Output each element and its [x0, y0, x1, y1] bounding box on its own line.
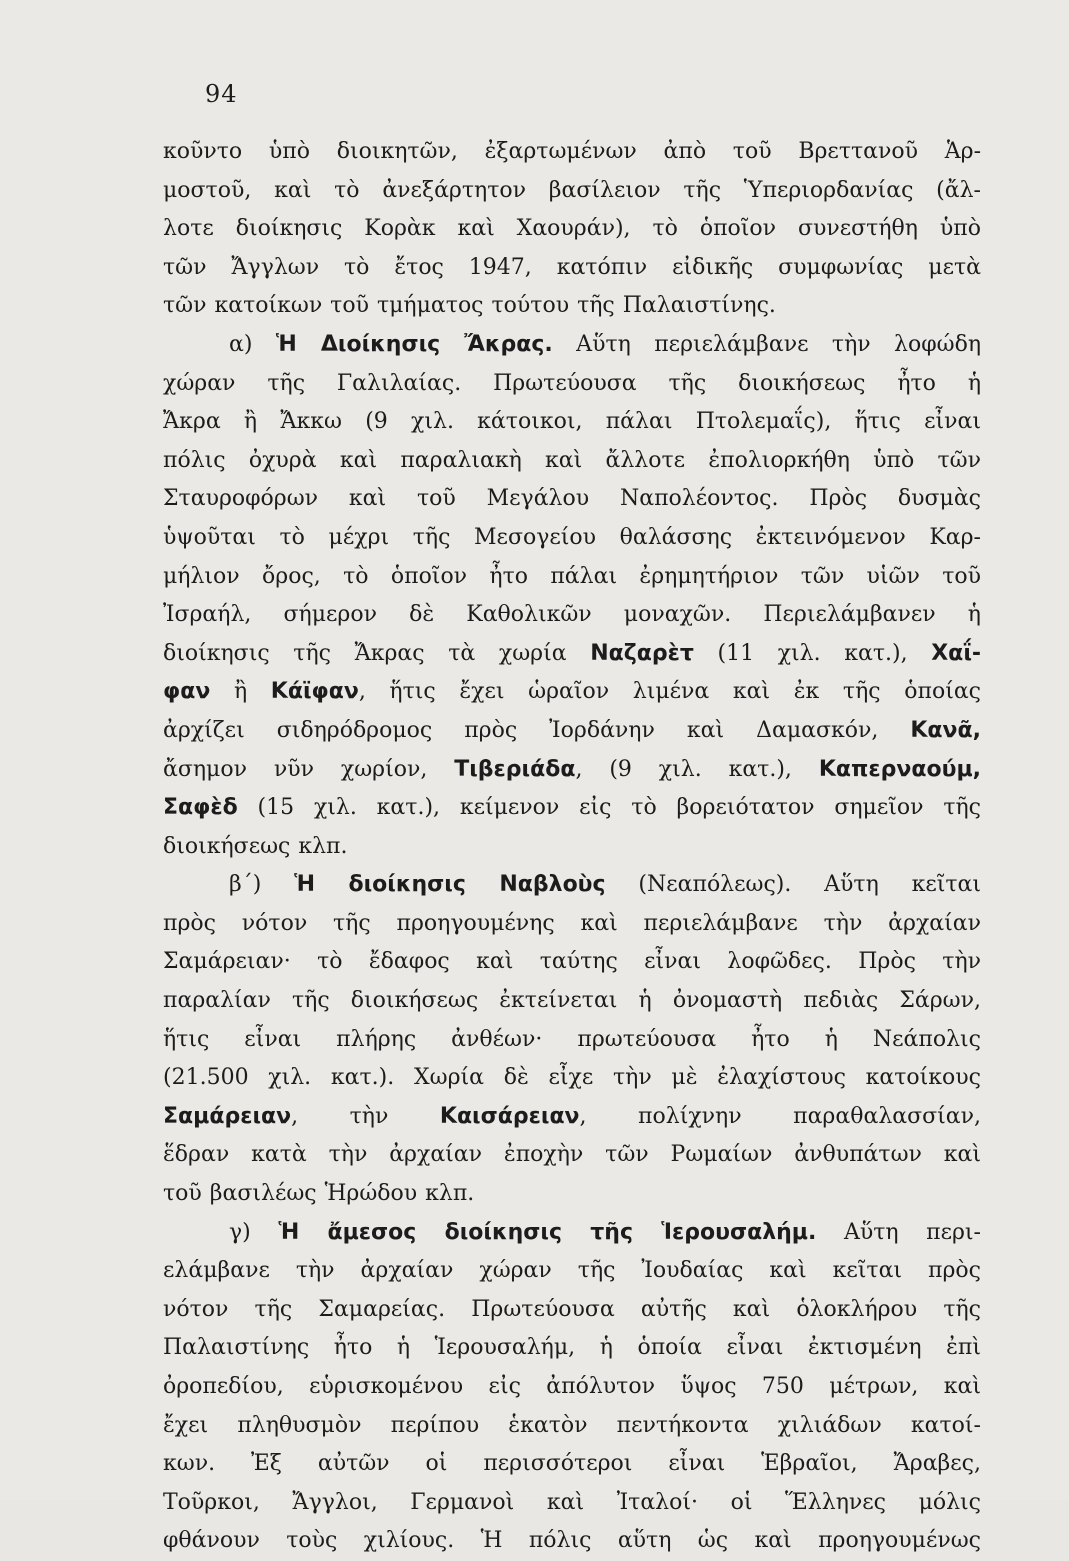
text-segment: ὑψοῦται τὸ μέχρι τῆς Μεσογείου θαλάσσης ἐκτεινόμενον Καρ-	[163, 524, 981, 550]
text-segment: Ἄκρα ἢ Ἄκκω (9 χιλ. κάτοικοι, πάλαι Πτολεμαΐς), ἥτις εἶναι	[163, 409, 981, 435]
text-segment: (11 χιλ. κατ.),	[693, 640, 932, 666]
text-line	[163, 905, 981, 944]
text-line	[163, 133, 981, 172]
text-segment: , (9 χιλ. κατ.),	[575, 756, 819, 782]
bold-heading-text: Σαμάρειαν	[163, 1103, 292, 1129]
text-segment: ελάμβανε τὴν ἀρχαίαν χώραν τῆς Ἰουδαίας καὶ κεῖται πρὸς	[163, 1258, 981, 1284]
text-segment: διοικήσεως κλπ.	[163, 833, 348, 859]
text-segment: ἄσημον νῦν χωρίον,	[163, 756, 455, 782]
text-segment: Παλαιστίνης ἦτο ἡ Ἱερουσαλήμ, ἡ ὁποία εἶναι ἐκτισμένη ἐπὶ	[163, 1335, 981, 1361]
text-line	[163, 287, 981, 326]
text-segment: Σταυροφόρων καὶ τοῦ Μεγάλου Ναπολέοντος. Πρὸς δυσμὰς	[163, 486, 981, 512]
text-segment: , ἥτις ἔχει ὡραῖον λιμένα καὶ ἐκ τῆς ὁποίας	[358, 679, 981, 705]
text-segment: Τοῦρκοι, Ἄγγλοι, Γερμανοὶ καὶ Ἰταλοί· οἱ Ἕλληνες μόλις	[163, 1489, 981, 1515]
text-segment: λοτε διοίκησις Κορὰκ καὶ Χαουράν), τὸ ὁποῖον συνεστήθη ὑπὸ	[163, 216, 981, 242]
text-line	[163, 480, 981, 519]
bold-heading-text: Σαφὲδ	[163, 795, 238, 821]
page-number: 94	[205, 80, 238, 108]
text-line	[163, 1445, 981, 1484]
bold-heading-text: Χαΐ-	[931, 640, 981, 666]
text-segment: χώραν τῆς Γαλιλαίας. Πρωτεύουσα τῆς διοικήσεως ἦτο ἡ	[163, 370, 981, 396]
text-segment: Ἰσραήλ, σήμερον δὲ Καθολικῶν μοναχῶν. Περιελάμβανεν ἡ	[163, 602, 981, 628]
bold-heading-text: Ναζαρὲτ	[590, 640, 694, 666]
text-line	[163, 1021, 981, 1060]
bold-heading-text: Ἡ Διοίκησις Ἄκρας.	[275, 331, 553, 357]
text-segment: α)	[229, 331, 276, 357]
text-line	[163, 365, 981, 404]
text-segment: β΄)	[229, 872, 295, 898]
text-segment: νότον τῆς Σαμαρείας. Πρωτεύουσα αὐτῆς καὶ ὁλοκλήρου τῆς	[163, 1296, 981, 1322]
bold-heading-text: Κάϊφαν	[270, 679, 359, 705]
text-line	[163, 866, 981, 905]
text-line	[163, 789, 981, 828]
text-segment: φθάνουν τοὺς χιλίους. Ἡ πόλις αὕτη ὡς καὶ προηγουμένως	[163, 1528, 981, 1554]
text-segment: τῶν Ἄγγλων τὸ ἔτος 1947, κατόπιν εἰδικῆς συμφωνίας μετὰ	[163, 254, 981, 280]
text-line	[163, 1098, 981, 1137]
text-line	[163, 1407, 981, 1446]
text-segment: Αὕτη περιελάμβανε τὴν λοφώδη	[552, 331, 982, 357]
text-segment: τοῦ βασιλέως Ἡρώδου κλπ.	[163, 1181, 475, 1207]
text-segment: ἥτις εἶναι πλήρης ἀνθέων· πρωτεύουσα ἦτο ἡ Νεάπολις	[163, 1026, 981, 1052]
text-line	[163, 1484, 981, 1523]
text-segment: διοίκησις τῆς Ἄκρας τὰ χωρία	[163, 640, 591, 666]
text-segment: Αὕτη περι-	[816, 1219, 981, 1245]
text-line	[163, 673, 981, 712]
bold-heading-text: Ἡ διοίκησις Ναβλοὺς	[294, 872, 606, 898]
text-line	[163, 751, 981, 790]
text-segment: (15 χιλ. κατ.), κείμενον εἰς τὸ βορειότατον σημεῖον τῆς	[237, 795, 981, 821]
text-segment: (Νεαπόλεως). Αὕτη κεῖται	[605, 872, 981, 898]
bold-heading-text: Καισάρειαν	[439, 1103, 580, 1129]
text-segment: ἕδραν κατὰ τὴν ἀρχαίαν ἐποχὴν τῶν Ρωμαίων ἀνθυπάτων καὶ	[163, 1142, 981, 1168]
text-segment: κοῦντο ὑπὸ διοικητῶν, ἐξαρτωμένων ἀπὸ τοῦ Βρεττανοῦ Ἁρ-	[163, 139, 981, 164]
text-line	[163, 442, 981, 481]
text-line	[163, 326, 981, 365]
bold-heading-text: Ἡ ἄμεσος διοίκησις τῆς Ἱερουσαλήμ.	[278, 1219, 817, 1245]
text-segment: μοστοῦ, καὶ τὸ ἀνεξάρτητον βασίλειον τῆς Ὑπεριορδανίας (ἄλ-	[163, 177, 981, 203]
text-segment: κων. Ἐξ αὐτῶν οἱ περισσότεροι εἶναι Ἑβραῖοι, Ἄραβες,	[163, 1451, 981, 1477]
text-line	[163, 1214, 981, 1253]
bold-heading-text: Κανᾶ,	[910, 717, 981, 743]
text-line	[163, 596, 981, 635]
text-line	[163, 1291, 981, 1330]
text-line	[163, 1136, 981, 1175]
bold-heading-text: Καπερναούμ,	[818, 756, 981, 782]
text-line	[163, 1175, 981, 1214]
text-line	[163, 1522, 981, 1561]
text-line	[163, 210, 981, 249]
text-segment: παραλίαν τῆς διοικήσεως ἐκτείνεται ἡ ὀνομαστὴ πεδιὰς Σάρων,	[163, 988, 981, 1014]
text-segment: ὀροπεδίου, εὑρισκομένου εἰς ἀπόλυτον ὕψος 750 μέτρων, καὶ	[163, 1374, 981, 1399]
text-segment: τῶν κατοίκων τοῦ τμήματος τούτου τῆς Παλαιστίνης.	[163, 293, 776, 319]
text-segment: (21.500 χιλ. κατ.). Χωρία δὲ εἶχε τὴν μὲ ἐλαχίστους κατοίκους	[163, 1065, 981, 1091]
text-segment: ἢ	[210, 679, 271, 705]
text-line	[163, 828, 981, 867]
text-segment: , τὴν	[291, 1103, 440, 1129]
text-line	[163, 249, 981, 288]
text-line	[163, 172, 981, 211]
body-text	[163, 133, 981, 1561]
text-segment: μήλιον ὄρος, τὸ ὁποῖον ἦτο πάλαι ἐρημητήριον τῶν υἱῶν τοῦ	[163, 563, 981, 589]
bold-heading-text: φαν	[163, 679, 211, 705]
text-segment: πρὸς νότον τῆς προηγουμένης καὶ περιελάμβανε τὴν ἀρχαίαν	[163, 910, 981, 936]
text-segment: γ)	[229, 1219, 279, 1245]
text-line	[163, 403, 981, 442]
text-line	[163, 519, 981, 558]
text-line	[163, 1252, 981, 1291]
bold-heading-text: Τιβεριάδα	[454, 756, 576, 782]
text-segment: πόλις ὀχυρὰ καὶ παραλιακὴ καὶ ἄλλοτε ἐπολιορκήθη ὑπὸ τῶν	[163, 447, 981, 473]
text-line	[163, 1329, 981, 1368]
text-segment: Σαμάρειαν· τὸ ἔδαφος καὶ ταύτης εἶναι λοφῶδες. Πρὸς τὴν	[163, 949, 981, 975]
text-line	[163, 712, 981, 751]
text-line	[163, 1368, 981, 1407]
text-segment: , πολίχνην παραθαλασσίαν,	[579, 1103, 981, 1129]
text-line	[163, 635, 981, 674]
text-line	[163, 982, 981, 1021]
text-segment: ἔχει πληθυσμὸν περίπου ἑκατὸν πεντήκοντα χιλιάδων κατοί-	[163, 1412, 981, 1438]
text-line	[163, 558, 981, 597]
text-line	[163, 943, 981, 982]
text-line	[163, 1059, 981, 1098]
text-segment: ἀρχίζει σιδηρόδρομος πρὸς Ἰορδάνην καὶ Δαμασκόν,	[163, 717, 911, 743]
